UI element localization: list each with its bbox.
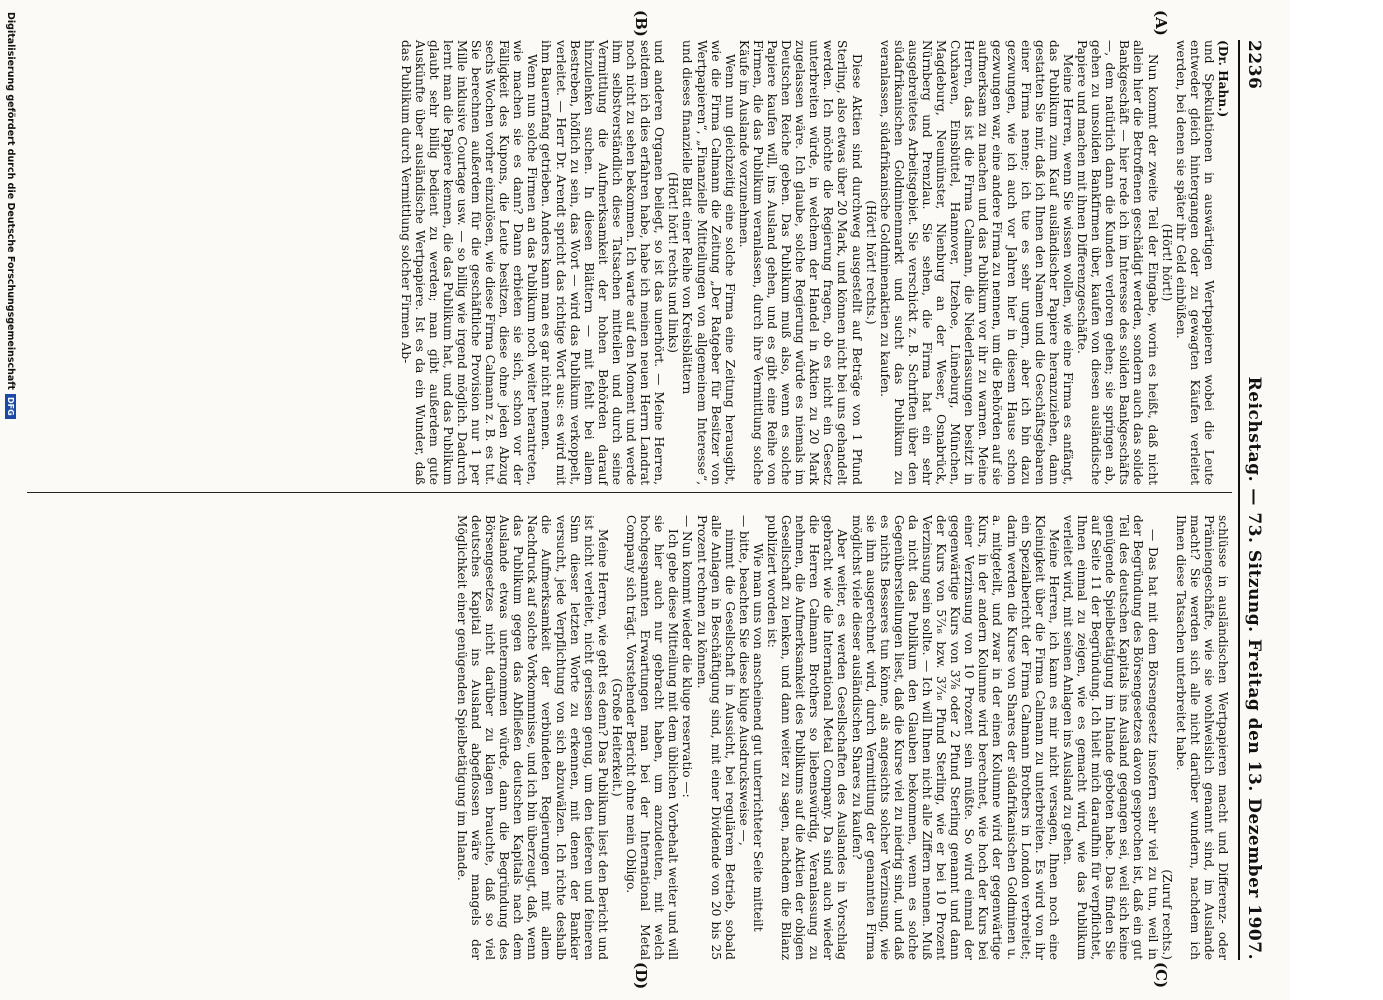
paragraph: (Große Heiterkeit.) [609, 678, 624, 797]
margin-marker-a: (A) [1152, 10, 1170, 36]
paragraph: Wie man uns von anscheinend gut unterrichteter Seite mitteilt [750, 543, 765, 932]
paragraph: Diese Aktien sind durchweg ausgestellt auf Beträge von 1 Pfund Sterling, also etwas über 20 Mark, und können nicht bei uns gehandelt werden. Ich möchte die Regierung fragen, ob es nicht ein Gesetz unterbreiten würde, in welchem der Handel in Aktien zu 20 Mark zugelassen wäre. Ich glaube, solche Regierung würde es niemals im Deutschen Reiche geben. Das Publikum muß also, wenn es solche Papiere kaufen will, ins Ausland gehen, und es gibt eine Reihe von Firmen, die das Publikum veranlassen, durch ihre Vermittlung solche Käufe im Auslande vorzunehmen. [736, 40, 864, 485]
left-column [30, 40, 1230, 485]
paragraph: Meine Herren, wenn Sie wissen wollen, wie eine Firma es anfängt, das Publikum zum Kauf ausländischer Papiere heranzuziehen, dann gestatten Sie mir, daß ich Ihnen den Namen und die Geschäftsgebaren einer Firma nenne; ich tue es sehr ungern, aber ich bin dazu gezwungen, wie ich auch vor Jahren hier in diesem Hause schon gezwungen war, eine andere Firma zu nennen, um die Behörden auf sie aufmerksam zu machen und das Publikum vor ihr zu warnen. Meine Herren, das ist die Firma Calmann, die Niederlassungen besitzt in Cuxhaven, Einsbüttel, Hannover, Itzehoe, Lüneburg, München, Magdeburg, Neumünster, Nienburg an der Weser, Osnabrück, Nürnberg und Prenzlau. Sie sehen, die Firma hat ein sehr ausgebreitetes Arbeitsgebiet. Sie verschickt z. B. Schriften über den südafrikanischen Goldminenmarkt und sucht das Publikum zu veranlassen, südafrikanische Goldminenaktien zu kaufen. [877, 40, 1075, 485]
footer-text: Digitalisierung gefördert durch die Deutsche Forschungsgemeinschaft [5, 12, 17, 390]
speaker-name: (Dr. Hahn.) [1216, 40, 1230, 118]
paragraph: und Spekulationen in auswärtigen Wertpapieren wobei die Leute entweder gleich hintergangen oder zu gewagten Käufen verleitet werden, bei denen sie später ihr Geld einbüßen. [1173, 40, 1216, 485]
paragraph: nimmt die Gesellschaft in Aussicht, bei regulärem Betrieb, sobald alle Anlagen in Beschäftigung sind, mit einer Dividende von 20 bis 25 Prozent rechnen zu können. [694, 515, 737, 960]
header-rule [1238, 40, 1240, 960]
dfg-logo: DFG [6, 394, 17, 419]
paragraph: Wenn nun gleichzeitig eine solche Firma eine Zeitung herausgibt, wie die Firma Calmann die Zeitung „Der Ratgeber für Besitzer von Wertpapieren“, „Finanzielle Mitteilungen von allgemeinem Interesse“, und dieses finanzielle Blatt einer Reihe von Kreisblättern [680, 40, 737, 485]
page-title: Reichstag. — 73. Sitzung. Freitag den 13. Dezember 1907. [1244, 376, 1264, 960]
paragraph: Nun kommt der zweite Teil der Eingabe, worin es heißt, daß nicht allein hier die Betroffenen geschädigt werden, sondern auch das solide Bankgeschäft — hier rede ich im Interesse des soliden Bankgeschäfts —, dem natürlich dann die Kunden verloren gehen; sie springen ab, gehen zu unsoliden Bankfirmen über, kaufen von diesen ausländische Papiere und machen mit ihnen Differenzgeschäfte. [1075, 40, 1160, 485]
column-divider [27, 492, 1232, 493]
paragraph: (Hört! hört!) [1159, 223, 1174, 302]
paragraph: (Zuruf rechts.) [1159, 869, 1174, 960]
page-number: 2236 [1244, 40, 1264, 90]
paragraph: — Das hat mit dem Börsengesetz insofern sehr viel zu tun, weil in der Begründung des Börsengesetzes davon gesprochen ist, daß ein gut Teil des deutschen Kapitals ins Ausland gegangen sei, weil sich keine genügende Spielbetätigung im Inlande geboten habe. Das finden Sie auf Seite 11 der Begründung. Ich hielt mich daraufhin für verpflichtet, Ihnen einmal zu zeigen, wie es gemacht wird, wie das Publikum verleitet wird, mit seinen Anlagen ins Ausland zu gehen. [1060, 515, 1160, 960]
paragraph: (Hört! hört! rechts.) [863, 200, 878, 325]
paragraph: Meine Herren, wie geht es denn? Das Publikum liest den Bericht und ist nicht verleitet, nicht gerissen genug, um den tieferen und feineren Sinn dieser letzten Worte zu erkennen, mit denen der Bankier versucht, jede Verpflichtung von sich abzuwälzen. Ich richte deshalb die Aufmerksamkeit der verbündeten Regierungen mit allem Nachdruck auf solche Vorkommnisse, und ich bin überzeugt, daß, wenn das Publikum gegen das Abfließen deutschen Kapitals nach dem Auslande etwas unternommen würde, dann die Begründung des Börsengesetzes nicht darüber zu klagen brauchte, daß so viel deutsches Kapital ins Ausland abgeflossen wäre mangels der Möglichkeit einer genügenden Spielbetätigung im Inlande. [454, 515, 610, 960]
paragraph: schlüsse in ausländischen Wertpapieren macht und Differenz- oder Prämiengeschäfte, wie sie wohlweislich genannt sind, im Auslande macht? Sie werden sich alle nicht darüber wundern, nachdem ich Ihnen diese Tatsachen unterbreitet habe. [1173, 515, 1230, 960]
digitization-footer [0, 0, 22, 1000]
margin-marker-b: (B) [632, 10, 650, 37]
paragraph: Ich gebe diese Mitteilung mit dem üblichen Vorbehalt weiter und will sie hier auch nur gebracht haben, um anzudeuten, mit welch hochgespannten Erwartungen man bei der International Metal Company sich trägt. Vorstehender Bericht ohne mein Obligo. [624, 515, 681, 960]
paragraph: — bitte, beachten Sie diese kluge Ausdrucksweise —, [736, 515, 751, 846]
paragraph: und anderen Organen beilegt, so ist das unerhört. — Meine Herren, seitdem ich dies erfahren habe, habe ich meinen neuen Herrn Landrat noch nicht zu sehen bekommen. Ich warte auf den Moment und werde ihm selbstverständlich diese Tatsachen mitteilen und durch seine Vermittlung die Aufmerksamkeit der hohen Behörden darauf hinzulenken suchen. In diesen Blättern — mit fehlt bei allem Bestreben, höflich zu sein, das Wort — wird das Publikum verkoppelt, verleitet. — Herr Dr. Arendt spricht das richtige Wort aus: es wird mit ihm Bauernfang getrieben. Anders kann man es gar nicht nennen. [539, 40, 667, 485]
paragraph: (Hört! hört! rechts und links) [666, 171, 681, 354]
right-column [30, 515, 1230, 960]
paragraph: — Nun kommt wieder die kluge reservatio —: [680, 515, 695, 798]
paragraph: Meine Herren, ich kann es mir nicht versagen, Ihnen noch eine Kleinigkeit über die Firma Calmann zu unterbreiten. Es wird von ihr ein Spezialbericht der Firma Calmann Brothers in London verbreitet; darin werden die Kurse von Shares der südafrikanischen Goldminen u. a. mitgeteilt, und zwar in der einen Kolumne wird der gegenwärtige Kurs, in der andern Kolumne wird berechnet, wie hoch der Kurs bei einer Verzinsung von 10 Prozent sein müßte. So wird einmal der gegenwärtige Kurs von 3⅞ oder 2 Pfund Sterling genannt und dann der Kurs von 5⁷⁄₁₆ bzw. 3⁷⁄₁₆ Pfund Sterling, wie er bei 10 Prozent Verzinsung sein sollte. — Ich will Ihnen nicht alle Ziffern nennen. Muß da nicht das Publikum den Glauben bekommen, wenn es solche Gegenüberstellungen liest, daß die Kurse viel zu niedrig sind, und daß es nichts Besseres tun könne, als angesichts solcher Verzinsung, wie sie ihm ausgerechnet wird, durch Vermittlung der genannten Firma möglichst viele dieser ausländischen Shares zu kaufen? [849, 515, 1061, 960]
page-header [1244, 40, 1270, 960]
margin-marker-d: (D) [632, 962, 650, 990]
paragraph: Aber weiter, es werden Gesellschaften des Auslandes in Vorschlag gebracht wie die International Metal Company. Da sind auch wieder die Herren Calmann Brothers so liebenswürdig, Veranlassung zu nehmen, die Aufmerksamkeit des Publikums auf die Aktien der obigen Gesellschaft zu lenken, und dann weiter zu sagen, nachdem die Bilanz publiziert worden ist: [765, 515, 850, 960]
margin-marker-c: (C) [1152, 962, 1170, 989]
paragraph: Wenn nun solche Firmen an das Publikum noch weiter herantreten, wie machen sie es dann? Dann erbieten sie sich, schon vor der Fälligkeit des Kupons, die Leute besitzen, diese ohne jeden Abzug sechs Wochen vorher einzulösen, wie diese Firma Calmann z. B. es tut. Sie berechnen außerdem für die geschäftliche Provision nur 1 per Mille inklusive Courtage usw. — so billig wie irgend möglich. Dadurch lernt man die Papiere kennen, die das Publikum hat, und das Publikum glaubt sehr billig bedient zu werden; man gibt außerdem gute Auskünfte über ausländische Wertpapiere. Ist es da ein Wunder, daß das Publikum durch Vermittlung solcher Firmen Ab- [398, 40, 540, 485]
